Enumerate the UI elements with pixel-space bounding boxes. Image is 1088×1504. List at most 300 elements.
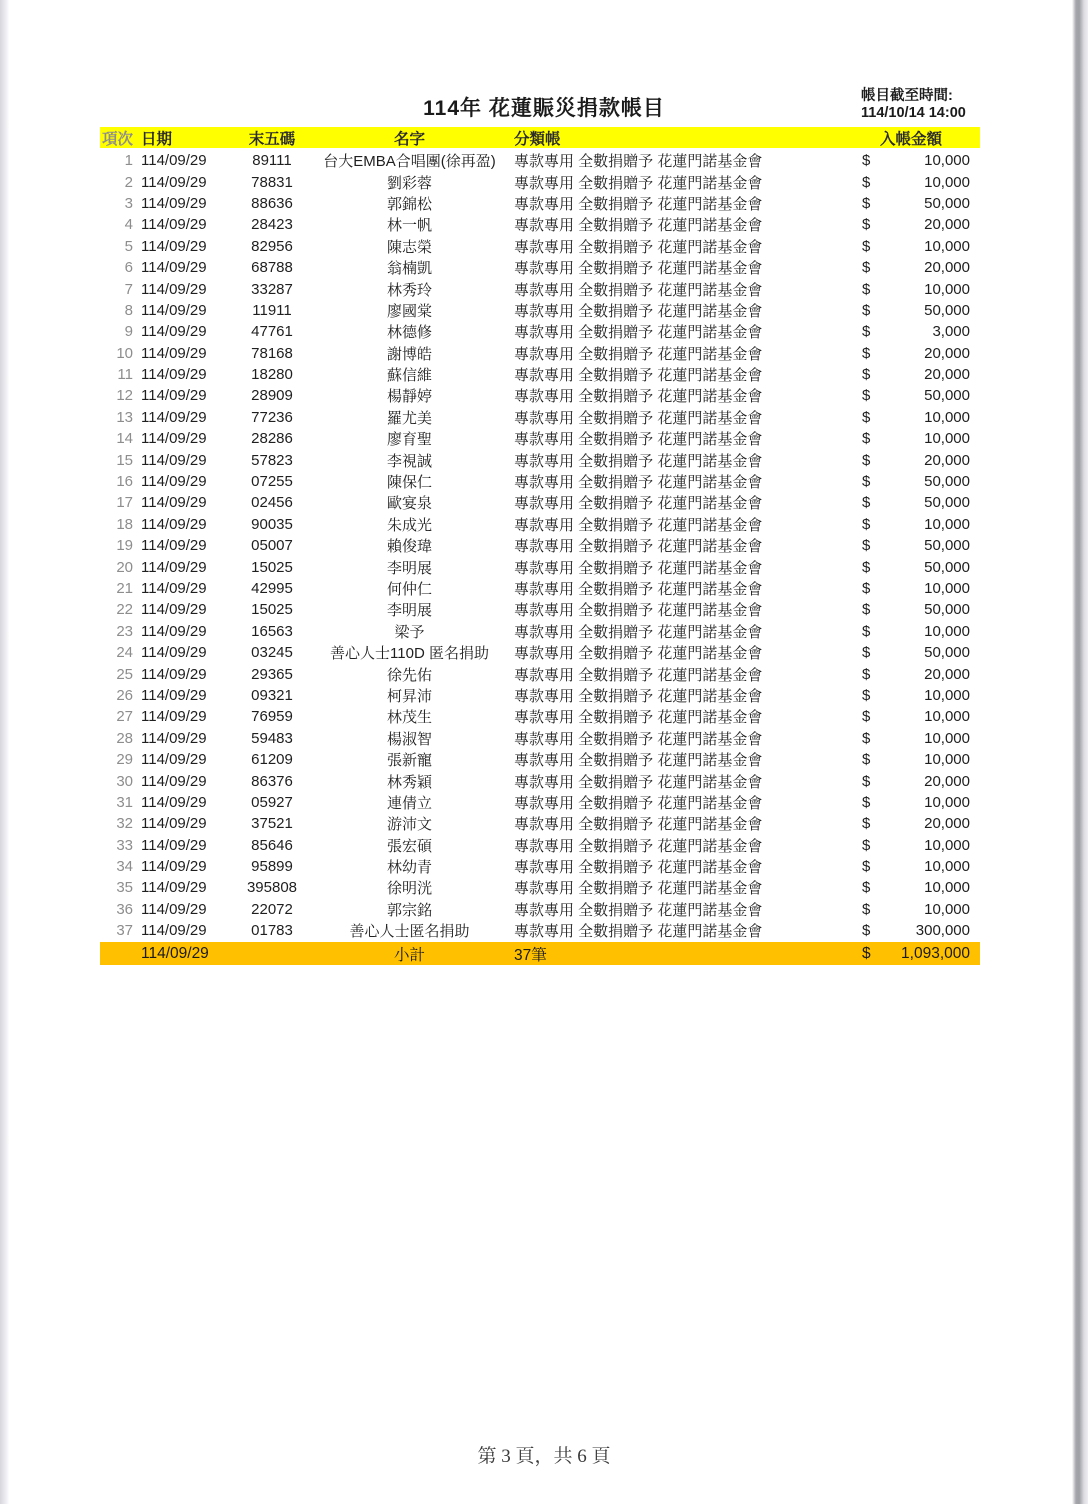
cell-amount: 10,000 [924, 408, 970, 426]
table-row [100, 621, 980, 642]
table-row [100, 685, 980, 706]
cell-no: 34 [116, 858, 133, 876]
cell-amount: 50,000 [924, 387, 970, 405]
cell-no: 4 [124, 216, 133, 234]
cell-amount: 20,000 [924, 216, 970, 234]
cell-currency-symbol: $ [862, 537, 871, 555]
cell-name: 何仲仁 [386, 581, 432, 598]
cell-currency-symbol: $ [862, 194, 871, 212]
cell-no: 26 [116, 686, 133, 704]
total-currency-symbol: $ [862, 944, 871, 962]
cell-name: 林德修 [386, 324, 432, 342]
cell-last5: 78831 [251, 173, 293, 191]
cell-ledger: 專款專用 全數捐贈予 花蓮門諾基金會 [514, 773, 763, 791]
cell-currency-symbol: $ [862, 580, 871, 597]
cell-date: 114/09/29 [141, 515, 207, 533]
table-row [100, 728, 980, 749]
cell-amount: 10,000 [924, 152, 970, 170]
cell-no: 8 [124, 301, 133, 319]
cell-last5: 37521 [251, 815, 293, 833]
header-ledger: 分類帳 [514, 130, 561, 148]
cell-ledger: 專款專用 全數捐贈予 花蓮門諾基金會 [514, 302, 763, 320]
table-row [100, 835, 980, 856]
cell-currency-symbol: $ [862, 152, 871, 170]
table-row [100, 236, 980, 257]
header-no: 項次 [101, 130, 133, 148]
table-row [100, 300, 980, 321]
cell-ledger: 專款專用 全數捐贈予 花蓮門諾基金會 [514, 217, 763, 235]
cell-currency-symbol: $ [862, 473, 871, 491]
cutoff-time: 114/10/14 14:00 [861, 105, 966, 121]
table-row [100, 193, 980, 214]
cell-no: 32 [116, 815, 133, 833]
cell-currency-symbol: $ [862, 900, 871, 918]
cell-currency-symbol: $ [862, 644, 871, 662]
cell-name: 李視誠 [386, 452, 432, 470]
cell-amount: 10,000 [924, 729, 970, 747]
cell-ledger: 專款專用 全數捐贈予 花蓮門諾基金會 [514, 367, 763, 385]
cell-currency-symbol: $ [862, 922, 871, 940]
page-edge-right [1072, 0, 1088, 1504]
cell-date: 114/09/29 [141, 430, 207, 448]
cell-name: 朱成光 [386, 516, 432, 534]
table-row [100, 514, 980, 535]
cell-date: 114/09/29 [141, 301, 207, 319]
cell-currency-symbol: $ [862, 430, 871, 448]
cell-ledger: 專款專用 全數捐贈予 花蓮門諾基金會 [514, 238, 763, 256]
table-row [100, 214, 980, 235]
cell-currency-symbol: $ [862, 665, 871, 683]
table-row [100, 321, 980, 342]
cell-date: 114/09/29 [141, 494, 207, 512]
table-row [100, 171, 980, 192]
cell-amount: 10,000 [924, 751, 970, 769]
cell-ledger: 專款專用 全數捐贈予 花蓮門諾基金會 [514, 538, 763, 556]
cell-currency-symbol: $ [862, 793, 871, 811]
cell-date: 114/09/29 [141, 173, 207, 191]
cell-amount: 50,000 [924, 558, 970, 576]
cell-name: 連倩立 [386, 794, 432, 812]
table-row [100, 449, 980, 470]
table-row [100, 407, 980, 428]
cell-no: 22 [116, 601, 133, 619]
cell-last5: 33287 [251, 280, 293, 298]
cell-last5: 59483 [251, 729, 293, 747]
page-edge-left [0, 0, 9, 1504]
cell-ledger: 專款專用 全數捐贈予 花蓮門諾基金會 [514, 645, 763, 663]
cell-last5: 28286 [251, 430, 293, 448]
header-date: 日期 [141, 130, 173, 148]
table-total-row [100, 942, 980, 965]
total-count: 37筆 [514, 946, 547, 964]
cell-date: 114/09/29 [141, 323, 207, 341]
table-body [100, 150, 980, 941]
table-row [100, 599, 980, 620]
page-title: 114年 花蓮賑災捐款帳目 [423, 97, 665, 120]
cutoff-time-block [861, 88, 1021, 122]
cell-no: 35 [116, 879, 133, 897]
cell-currency-symbol: $ [862, 237, 871, 255]
cell-name: 郭宗銘 [386, 901, 432, 919]
cell-amount: 20,000 [924, 665, 970, 683]
cell-name: 翁楠凱 [386, 260, 432, 278]
table-row [100, 770, 980, 791]
cell-date: 114/09/29 [141, 879, 207, 897]
cell-name: 楊靜婷 [386, 388, 432, 406]
cell-currency-symbol: $ [862, 729, 871, 747]
cell-ledger: 專款專用 全數捐贈予 花蓮門諾基金會 [514, 388, 763, 406]
cell-last5: 03245 [251, 644, 293, 662]
cell-date: 114/09/29 [141, 473, 207, 491]
cell-name: 羅尤美 [386, 409, 432, 427]
cell-ledger: 專款專用 全數捐贈予 花蓮門諾基金會 [514, 602, 763, 620]
cell-ledger: 專款專用 全數捐贈予 花蓮門諾基金會 [514, 837, 763, 855]
cell-name: 林一帆 [386, 217, 432, 235]
cell-amount: 50,000 [924, 473, 970, 491]
cell-amount: 10,000 [924, 836, 970, 854]
cell-date: 114/09/29 [141, 451, 207, 469]
cell-amount: 50,000 [924, 494, 970, 512]
cell-date: 114/09/29 [141, 558, 207, 576]
cell-amount: 10,000 [924, 686, 970, 704]
cell-currency-symbol: $ [862, 708, 871, 726]
cell-last5: 76959 [251, 708, 293, 726]
cell-name: 廖育聖 [386, 431, 432, 449]
cell-last5: 88636 [251, 194, 293, 212]
cell-name: 林秀穎 [386, 773, 432, 791]
table-row [100, 899, 980, 920]
cell-ledger: 專款專用 全數捐贈予 花蓮門諾基金會 [514, 623, 763, 641]
cell-last5: 61209 [251, 751, 293, 769]
cell-currency-symbol: $ [862, 622, 871, 640]
table-row [100, 663, 980, 684]
cell-ledger: 專款專用 全數捐贈予 花蓮門諾基金會 [514, 516, 763, 534]
cell-last5: 11911 [252, 301, 292, 319]
cell-name: 賴俊瑋 [386, 538, 432, 556]
cell-no: 10 [116, 344, 133, 362]
cell-no: 25 [116, 665, 133, 683]
cell-amount: 3,000 [932, 323, 970, 341]
cell-date: 114/09/29 [141, 622, 207, 640]
cell-ledger: 專款專用 全數捐贈予 花蓮門諾基金會 [514, 431, 763, 449]
cell-last5: 15025 [251, 558, 293, 576]
table-row [100, 856, 980, 877]
cell-no: 15 [116, 451, 133, 469]
cell-name: 善心人士110D 匿名捐助 [330, 645, 489, 663]
cell-ledger: 專款專用 全數捐贈予 花蓮門諾基金會 [514, 153, 763, 171]
cell-currency-symbol: $ [862, 366, 871, 384]
cell-name: 謝博皓 [386, 345, 432, 363]
cell-ledger: 專款專用 全數捐贈予 花蓮門諾基金會 [514, 752, 763, 770]
cell-no: 37 [116, 922, 133, 940]
cell-last5: 90035 [251, 515, 293, 533]
cell-no: 7 [124, 280, 133, 298]
cell-ledger: 專款專用 全數捐贈予 花蓮門諾基金會 [514, 345, 763, 363]
cell-amount: 10,000 [924, 515, 970, 533]
cell-date: 114/09/29 [141, 729, 207, 747]
cell-amount: 20,000 [924, 451, 970, 469]
cell-currency-symbol: $ [862, 216, 871, 234]
table-row [100, 471, 980, 492]
cell-no: 29 [116, 751, 133, 769]
cell-amount: 10,000 [924, 430, 970, 448]
cell-name: 張宏碩 [386, 837, 432, 855]
cell-no: 36 [116, 900, 133, 918]
cell-last5: 18280 [251, 366, 293, 384]
cell-date: 114/09/29 [141, 793, 207, 811]
cell-amount: 20,000 [924, 772, 970, 790]
cell-amount: 10,000 [924, 793, 970, 811]
table-row [100, 343, 980, 364]
table-row [100, 578, 980, 599]
cell-currency-symbol: $ [862, 601, 871, 619]
cell-currency-symbol: $ [862, 173, 871, 191]
cell-amount: 10,000 [924, 173, 970, 191]
cell-currency-symbol: $ [862, 323, 871, 341]
cell-ledger: 專款專用 全數捐贈予 花蓮門諾基金會 [514, 880, 763, 898]
cell-no: 23 [116, 622, 133, 640]
table-row [100, 813, 980, 834]
cell-currency-symbol: $ [862, 858, 871, 876]
cell-name: 蘇信維 [386, 367, 432, 385]
cell-ledger: 專款專用 全數捐贈予 花蓮門諾基金會 [514, 794, 763, 812]
cell-ledger: 專款專用 全數捐贈予 花蓮門諾基金會 [514, 901, 763, 919]
cell-ledger: 專款專用 全數捐贈予 花蓮門諾基金會 [514, 923, 763, 941]
cell-name: 郭錦松 [386, 195, 432, 213]
cell-last5: 01783 [251, 922, 293, 940]
cell-date: 114/09/29 [141, 408, 207, 426]
cell-name: 陳志榮 [386, 238, 432, 256]
cell-amount: 20,000 [924, 366, 970, 384]
cell-amount: 50,000 [924, 194, 970, 212]
cell-last5: 29365 [251, 665, 293, 683]
cell-date: 114/09/29 [141, 815, 207, 833]
cell-no: 1 [124, 152, 133, 170]
cell-no: 12 [116, 387, 133, 405]
table-row [100, 642, 980, 663]
cell-name: 柯昇沛 [386, 687, 432, 705]
cell-ledger: 專款專用 全數捐贈予 花蓮門諾基金會 [514, 281, 763, 299]
cell-amount: 10,000 [924, 900, 970, 918]
cell-name: 徐明洸 [386, 880, 432, 898]
cell-currency-symbol: $ [862, 836, 871, 854]
cell-no: 33 [116, 836, 133, 854]
cell-no: 5 [124, 237, 133, 255]
cell-date: 114/09/29 [141, 922, 207, 940]
header-amount: 入帳金額 [879, 130, 942, 148]
cell-name: 李明展 [386, 559, 432, 577]
cell-last5: 05007 [251, 537, 293, 555]
table-header-row [100, 127, 980, 148]
page-number-footer: 第 3 頁，共 6 頁 [477, 1446, 611, 1467]
cell-date: 114/09/29 [141, 280, 207, 298]
table-row [100, 428, 980, 449]
cell-last5: 22072 [251, 900, 293, 918]
cell-currency-symbol: $ [862, 259, 871, 277]
cell-last5: 77236 [251, 408, 293, 426]
cell-last5: 07255 [251, 473, 293, 491]
cell-amount: 10,000 [924, 622, 970, 640]
cell-ledger: 專款專用 全數捐贈予 花蓮門諾基金會 [514, 559, 763, 577]
cell-amount: 20,000 [924, 259, 970, 277]
cell-no: 24 [116, 644, 133, 662]
cell-date: 114/09/29 [141, 686, 207, 704]
cell-ledger: 專款專用 全數捐贈予 花蓮門諾基金會 [514, 581, 763, 598]
cell-last5: 78168 [251, 344, 293, 362]
cell-no: 31 [116, 793, 133, 811]
donation-table [100, 127, 980, 965]
cell-date: 114/09/29 [141, 366, 207, 384]
cell-date: 114/09/29 [141, 708, 207, 726]
cell-amount: 10,000 [924, 237, 970, 255]
cell-currency-symbol: $ [862, 879, 871, 897]
cell-last5: 16563 [251, 622, 293, 640]
cell-currency-symbol: $ [862, 515, 871, 533]
cell-no: 19 [116, 537, 133, 555]
cell-name: 張新寵 [386, 752, 432, 770]
cell-currency-symbol: $ [862, 686, 871, 704]
cell-no: 21 [116, 580, 133, 597]
table-row [100, 492, 980, 513]
cell-no: 3 [124, 194, 133, 212]
table-row [100, 792, 980, 813]
cell-name: 台大EMBA合唱團(徐再盈) [323, 153, 496, 171]
table-row [100, 920, 980, 941]
cell-currency-symbol: $ [862, 387, 871, 405]
cell-date: 114/09/29 [141, 772, 207, 790]
cell-ledger: 專款專用 全數捐贈予 花蓮門諾基金會 [514, 174, 763, 192]
table-row [100, 364, 980, 385]
cell-date: 114/09/29 [141, 259, 207, 277]
cell-ledger: 專款專用 全數捐贈予 花蓮門諾基金會 [514, 409, 763, 427]
cell-amount: 10,000 [924, 708, 970, 726]
cell-no: 27 [116, 708, 133, 726]
cell-last5: 09321 [251, 686, 293, 704]
table-row [100, 257, 980, 278]
cell-no: 16 [116, 473, 133, 491]
cell-date: 114/09/29 [141, 537, 207, 555]
cell-last5: 02456 [251, 494, 293, 512]
cell-no: 13 [116, 408, 133, 426]
cell-date: 114/09/29 [141, 858, 207, 876]
cell-last5: 395808 [246, 879, 298, 897]
cell-name: 徐先佑 [386, 666, 432, 684]
cell-no: 14 [116, 430, 133, 448]
cell-date: 114/09/29 [141, 665, 207, 683]
cell-currency-symbol: $ [862, 301, 871, 319]
cell-amount: 50,000 [924, 301, 970, 319]
cell-ledger: 專款專用 全數捐贈予 花蓮門諾基金會 [514, 495, 763, 513]
total-amount: 1,093,000 [901, 944, 970, 962]
cell-currency-symbol: $ [862, 494, 871, 512]
cell-amount: 10,000 [924, 280, 970, 298]
cell-amount: 10,000 [924, 879, 970, 897]
cell-currency-symbol: $ [862, 751, 871, 769]
cell-last5: 28423 [251, 216, 293, 234]
cell-ledger: 專款專用 全數捐贈予 花蓮門諾基金會 [514, 452, 763, 470]
cell-date: 114/09/29 [141, 751, 207, 769]
table-row [100, 877, 980, 898]
cell-no: 2 [124, 173, 133, 191]
cutoff-label: 帳目截至時間: [861, 88, 953, 104]
cell-last5: 86376 [251, 772, 293, 790]
cell-currency-symbol: $ [862, 772, 871, 790]
cell-no: 18 [116, 515, 133, 533]
cell-last5: 05927 [251, 793, 293, 811]
cell-date: 114/09/29 [141, 216, 207, 234]
header-last5: 末五碼 [248, 130, 296, 148]
total-label: 小計 [393, 946, 425, 964]
table-row [100, 556, 980, 577]
cell-last5: 89111 [252, 152, 292, 170]
cell-name: 劉彩蓉 [386, 174, 432, 192]
cell-name: 李明展 [386, 602, 432, 620]
table-row [100, 278, 980, 299]
cell-amount: 20,000 [924, 344, 970, 362]
cell-date: 114/09/29 [141, 387, 207, 405]
cell-no: 17 [116, 494, 133, 512]
cell-last5: 47761 [251, 323, 293, 341]
cell-name: 林茂生 [386, 709, 432, 727]
cell-amount: 50,000 [924, 601, 970, 619]
cell-name: 廖國棠 [386, 302, 432, 320]
cell-ledger: 專款專用 全數捐贈予 花蓮門諾基金會 [514, 687, 763, 705]
cell-name: 梁予 [394, 623, 425, 641]
cell-no: 30 [116, 772, 133, 790]
cell-currency-symbol: $ [862, 280, 871, 298]
cell-ledger: 專款專用 全數捐贈予 花蓮門諾基金會 [514, 474, 763, 492]
cell-ledger: 專款專用 全數捐贈予 花蓮門諾基金會 [514, 859, 763, 877]
table-row [100, 150, 980, 171]
header-name: 名字 [393, 130, 425, 148]
cell-date: 114/09/29 [141, 644, 207, 662]
cell-ledger: 專款專用 全數捐贈予 花蓮門諾基金會 [514, 816, 763, 834]
cell-amount: 20,000 [924, 815, 970, 833]
cell-currency-symbol: $ [862, 558, 871, 576]
cell-amount: 10,000 [924, 580, 970, 597]
table-row [100, 706, 980, 727]
table-row [100, 749, 980, 770]
cell-name: 楊淑智 [386, 730, 432, 748]
cell-no: 20 [116, 558, 133, 576]
cell-ledger: 專款專用 全數捐贈予 花蓮門諾基金會 [514, 260, 763, 278]
cell-date: 114/09/29 [141, 344, 207, 362]
cell-date: 114/09/29 [141, 152, 207, 170]
cell-amount: 50,000 [924, 644, 970, 662]
cell-currency-symbol: $ [862, 408, 871, 426]
cell-ledger: 專款專用 全數捐贈予 花蓮門諾基金會 [514, 730, 763, 748]
cell-no: 9 [124, 323, 133, 341]
cell-name: 林秀玲 [386, 281, 432, 299]
cell-name: 陳保仁 [386, 474, 432, 492]
cell-amount: 10,000 [924, 858, 970, 876]
cell-currency-symbol: $ [862, 451, 871, 469]
cell-last5: 57823 [251, 451, 293, 469]
cell-no: 28 [116, 729, 133, 747]
table-row [100, 535, 980, 556]
cell-ledger: 專款專用 全數捐贈予 花蓮門諾基金會 [514, 666, 763, 684]
cell-date: 114/09/29 [141, 836, 207, 854]
cell-date: 114/09/29 [141, 194, 207, 212]
cell-currency-symbol: $ [862, 344, 871, 362]
cell-name: 歐宴泉 [386, 495, 432, 513]
cell-ledger: 專款專用 全數捐贈予 花蓮門諾基金會 [514, 709, 763, 727]
cell-last5: 28909 [251, 387, 293, 405]
cell-name: 游沛文 [386, 816, 432, 834]
cell-last5: 95899 [251, 858, 293, 876]
cell-date: 114/09/29 [141, 237, 207, 255]
cell-last5: 82956 [251, 237, 293, 255]
